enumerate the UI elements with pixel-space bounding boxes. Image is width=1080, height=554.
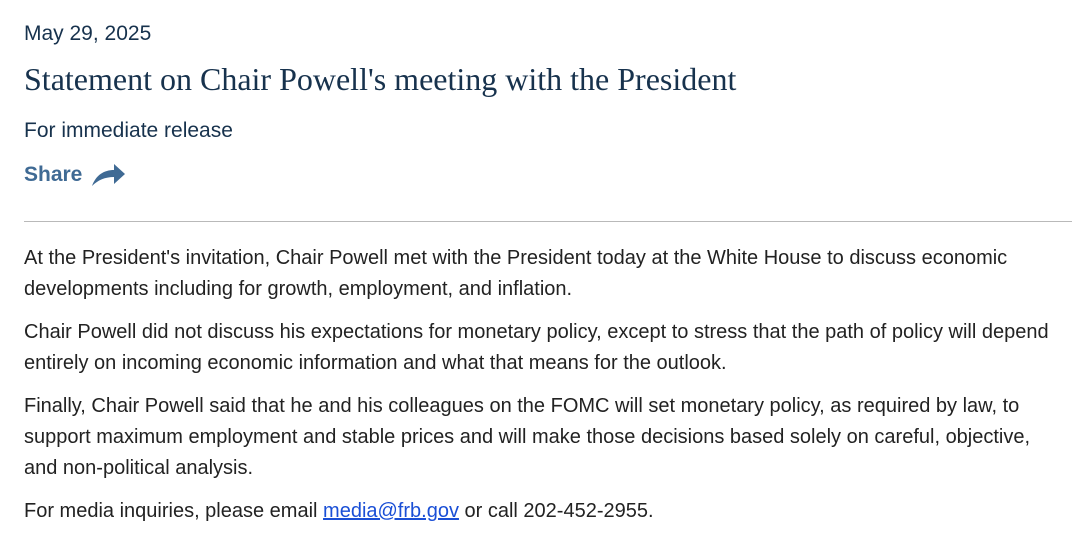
media-contact-prefix: For media inquiries, please email [24, 500, 324, 522]
release-type: For immediate release [24, 119, 233, 142]
statement-paragraph: Chair Powell did not discuss his expectations for monetary policy, except to stress that the path of policy will depend entirely on incoming economic information and what that means for the outlook. [24, 321, 1049, 374]
media-contact-suffix: or call 202-452-2955. [458, 500, 654, 522]
share-button[interactable] [24, 160, 126, 190]
share-arrow-icon [90, 162, 126, 188]
statement-paragraph: At the President's invitation, Chair Powell met with the President today at the White House to discuss economic developments including for growth, employment, and inflation. [24, 247, 1008, 300]
statement-paragraph: Finally, Chair Powell said that he and his colleagues on the FOMC will set monetary policy, as required by law, to support maximum employment and stable prices and will make those decisions based solely on careful, objective, and non-political analysis. [24, 395, 1031, 479]
header-divider [24, 221, 1072, 222]
media-email-link[interactable]: media@frb.gov [323, 500, 459, 522]
media-contact [24, 496, 1064, 527]
page-title: Statement on Chair Powell's meeting with the President [24, 61, 737, 97]
share-label: Share [24, 163, 83, 186]
release-date: May 29, 2025 [24, 22, 152, 45]
statement-body [24, 243, 1064, 539]
